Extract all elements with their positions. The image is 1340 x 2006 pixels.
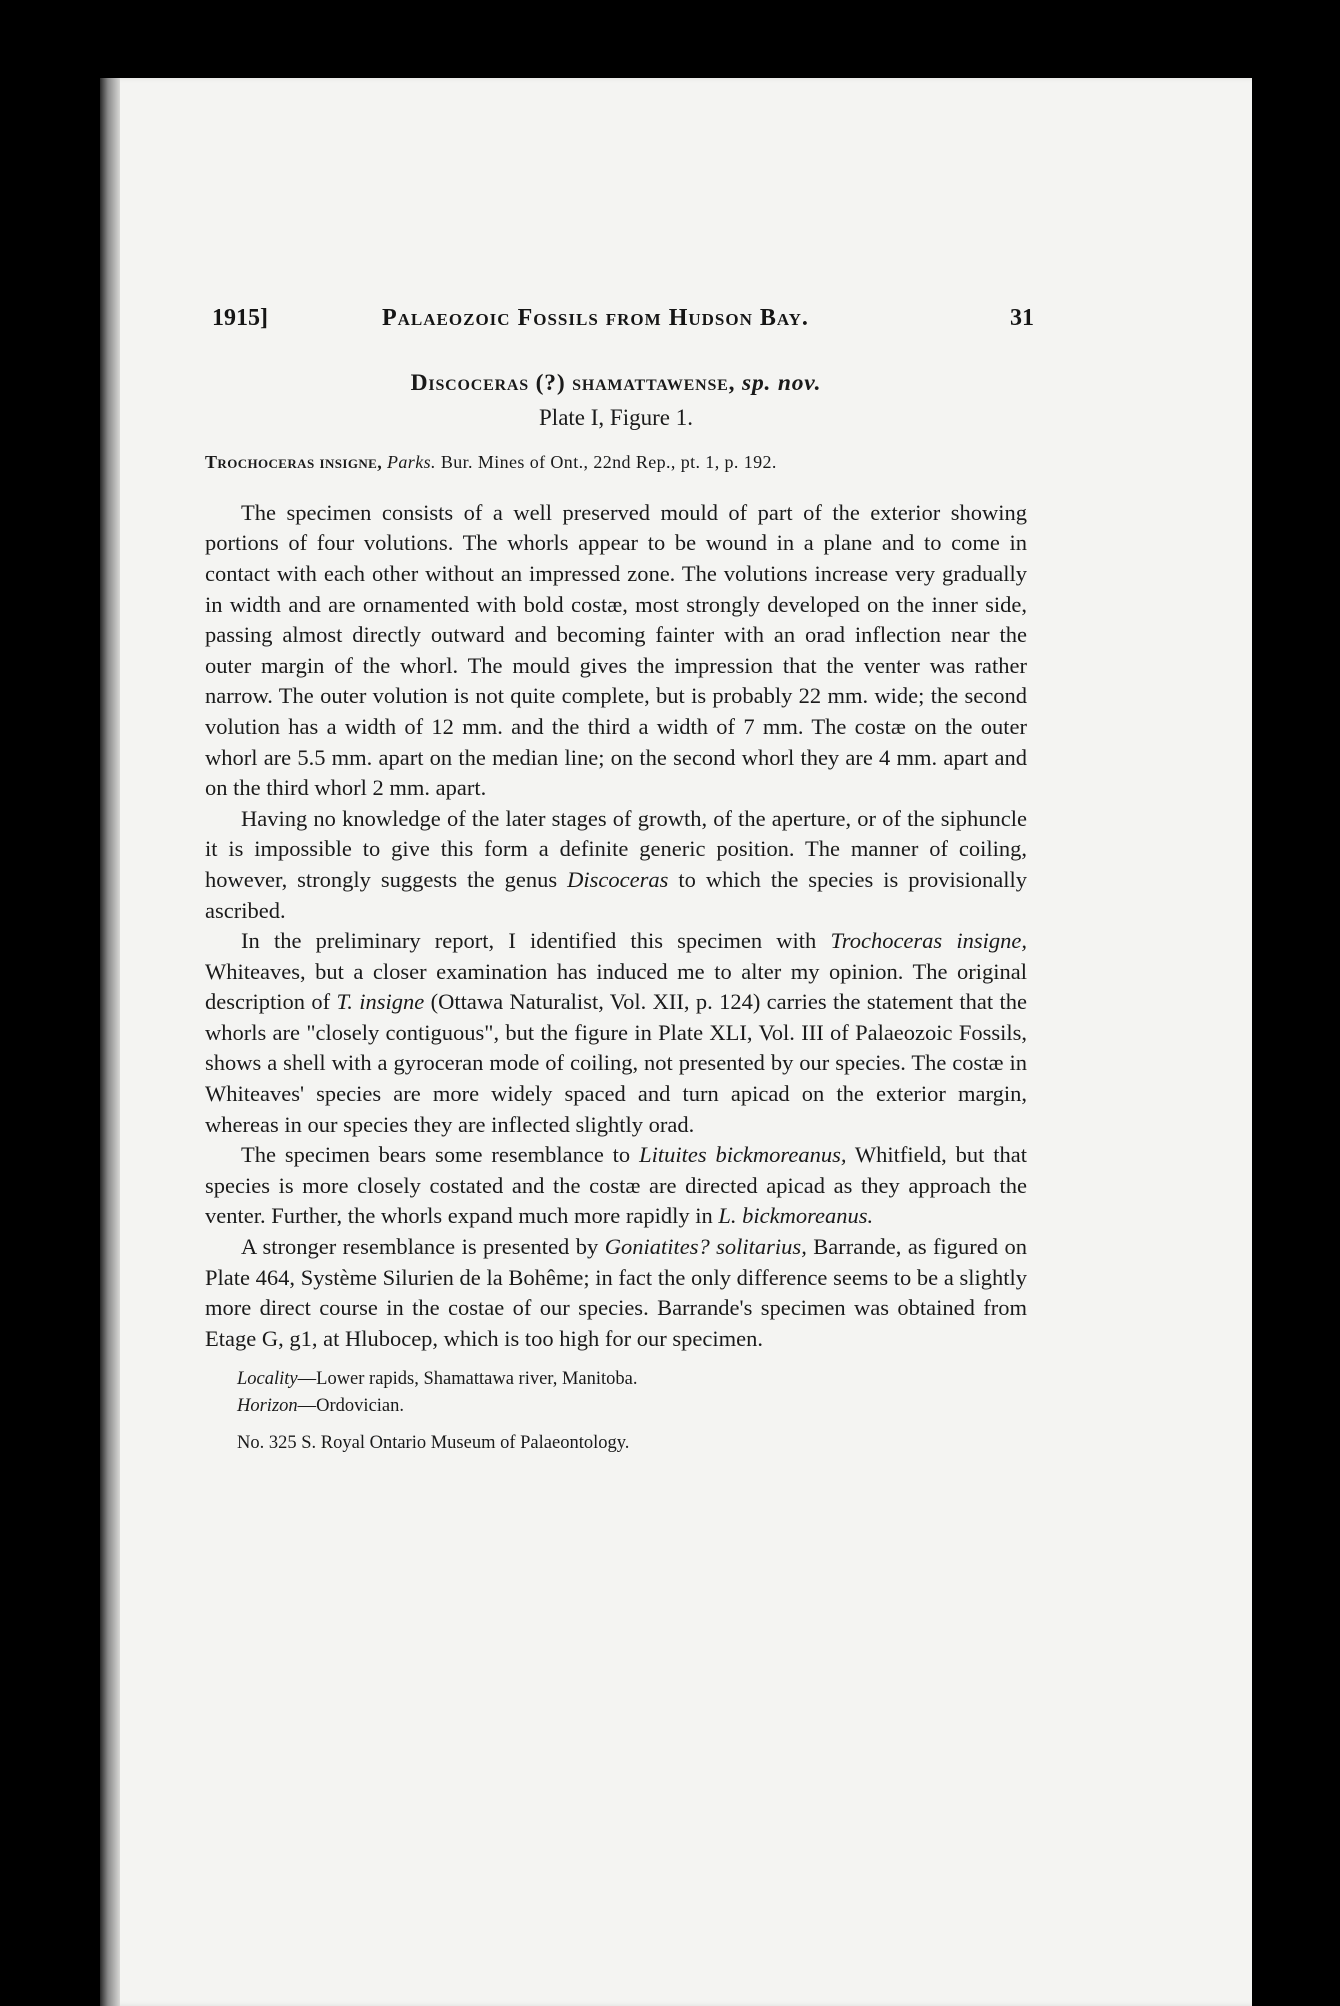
paragraph-text: The specimen consists of a well preserved mould of part of the exterior showing portions of four volutions. The whorls appear to be wound in a plane and to come in contact with each other without an impressed zone. The volutions increase very gradually in width and are ornamented with bold costæ, most strongly developed on the inner side, passing almost directly outward and becoming fainter with an orad inflection near the outer margin of the whorl. The mould gives the impression that the venter was rather narrow. The outer volution is not quite complete, but is probably 22 mm. wide; the second volution has a width of 12 mm. and the third a width of 7 mm. The costæ on the outer whorl are 5.5 mm. apart on the median line; on the second whorl they are 4 mm. apart and on the third whorl 2 mm. apart. [205, 499, 1027, 801]
taxon-name: Goniatites? solitarius, [604, 1234, 807, 1260]
synonym-author: Parks. [387, 452, 436, 473]
taxon-name: Lituites bickmoreanus, [639, 1142, 847, 1168]
species-nov-label: sp. nov. [742, 370, 822, 396]
locality-label: Locality [237, 1369, 298, 1390]
paragraph-text: (Ottawa Naturalist, Vol. XII, p. 124) carries the statement that the whorls are "closely contiguous", but the figure in Plate XLI, Vol. III of Palaeozoic Fossils, shows a shell with a gyroceran mode of coiling, not presented by our species. The costæ in Whiteaves' species are more widely spaced and turn apicad on the exterior margin, whereas in our species they are inflected slightly orad. [205, 989, 1028, 1137]
paragraph-text: Whiteaves, but a closer examination has induced me to alter my opinion. The original description of [205, 958, 1027, 1015]
species-title [205, 368, 1027, 399]
paragraph-text: The specimen bears some resemblance to [241, 1142, 640, 1168]
paragraph-description [205, 498, 1027, 804]
museum-note: No. 325 S. Royal Ontario Museum of Palaeontology. [237, 1433, 630, 1454]
paragraph-text: In the preliminary report, I identified this specimen with [241, 928, 831, 954]
locality-note [205, 1366, 1027, 1393]
header-running-title: Palaeozoic Fossils from Hudson Bay. [382, 305, 809, 331]
book-spine-shadow [100, 78, 120, 2006]
paragraph-comparison-trochoceras [205, 926, 1027, 1140]
horizon-value: —Ordovician. [297, 1396, 405, 1417]
taxon-name: Trochoceras insigne, [830, 928, 1027, 954]
paragraph-text: A stronger resemblance is presented by [241, 1234, 605, 1260]
paragraph-comparison-lituites [205, 1140, 1027, 1232]
paragraph-text: Barrande, as figured on Plate 464, Système Silurien de la Bohême; in fact the only difference seems to be a slightly more direct course in the costae of our species. Barrande's specimen was obtained from Etage G, g1, at Hlubocep, which is too high for our specimen. [205, 1234, 1027, 1351]
paragraph-text: Having no knowledge of the later stages of growth, of the aperture, or of the siphuncle it is impossible to give this form a definite generic position. The manner of coiling, however, strongly suggests the genus [205, 805, 1027, 892]
horizon-label: Horizon [237, 1396, 298, 1417]
paragraph-text: Whitfield, but that species is more closely costated and the costæ are directed apicad as they approach the venter. Further, the whorls expand much more rapidly in [205, 1142, 1027, 1229]
species-name: Discoceras (?) shamattawense, [410, 370, 736, 396]
plate-reference: Plate I, Figure 1. [539, 404, 693, 430]
article-body [205, 368, 1027, 1457]
header-year: 1915] [212, 305, 268, 331]
page-number: 31 [1010, 305, 1034, 331]
taxon-name: Discoceras [567, 866, 669, 892]
synonymy-line [205, 447, 1027, 478]
taxon-name: T. insigne [336, 989, 425, 1015]
synonym-reference: Bur. Mines of Ont., 22nd Rep., pt. 1, p. 192. [440, 452, 777, 473]
taxon-name: L. bickmoreanus. [718, 1203, 874, 1229]
paragraph-generic-position [205, 804, 1027, 926]
paragraph-text: to which the species is provisionally ascribed. [205, 866, 1027, 923]
horizon-note [205, 1393, 1027, 1420]
locality-value: —Lower rapids, Shamattawa river, Manitoba. [297, 1369, 638, 1390]
synonym-name: Trochoceras insigne, [205, 452, 383, 473]
paragraph-comparison-goniatites [205, 1232, 1027, 1354]
